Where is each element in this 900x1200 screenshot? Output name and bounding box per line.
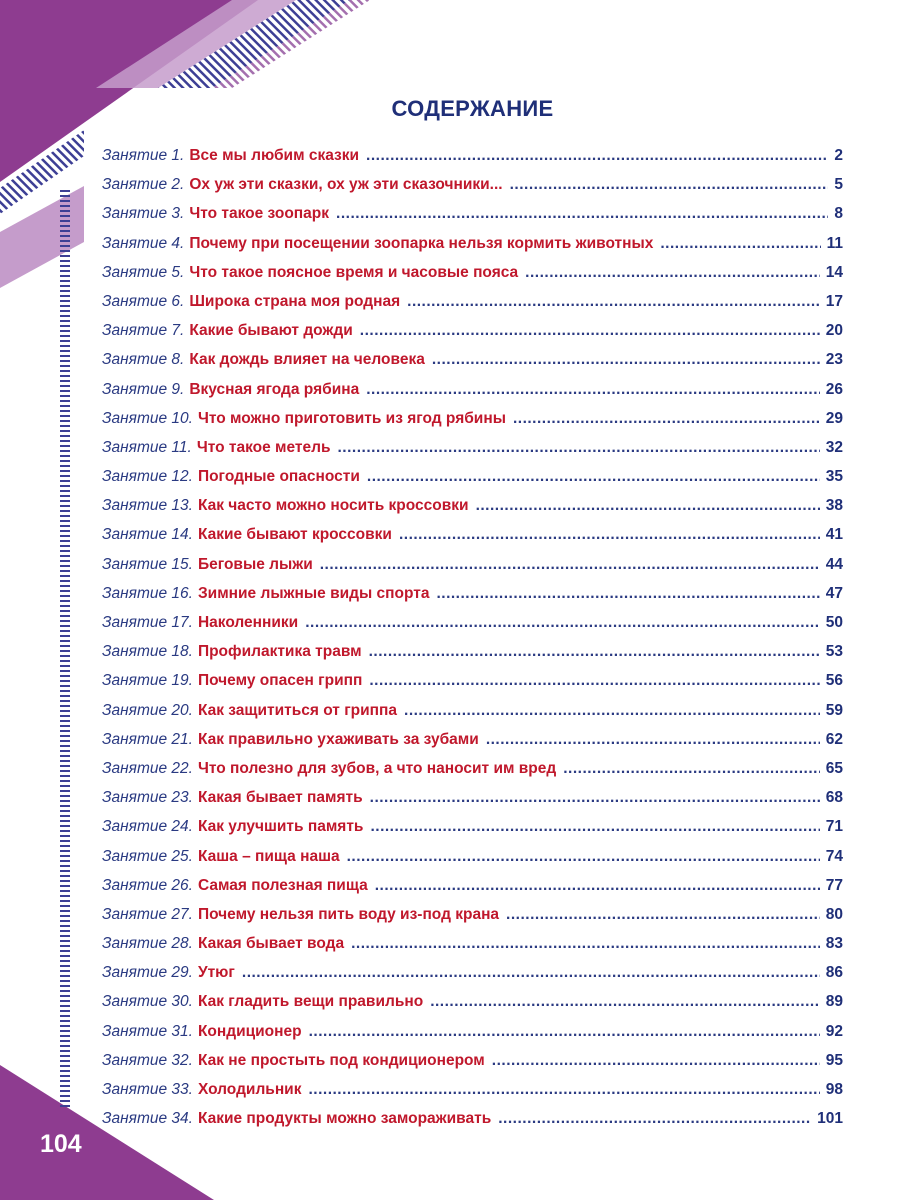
lesson-topic: Кондиционер [197,1022,302,1040]
page-ref: 2 [834,147,843,164]
toc-entry [102,842,843,871]
toc-title: СОДЕРЖАНИЕ [391,96,554,121]
lesson-topic: Как улучшить память [197,818,364,836]
toc-entry [102,1017,843,1046]
page-ref: 53 [825,643,843,661]
lesson-topic: Как часто можно носить кроссовки [197,497,469,515]
page-ref: 5 [834,176,843,194]
toc-entry [102,725,843,754]
page-ref: 50 [825,614,843,631]
lesson-number: Занятие 31. [102,1022,193,1040]
page-ref: 62 [825,730,843,748]
lesson-topic: Широка страна моя родная [189,292,401,310]
lesson-number: Занятие 25. [102,847,193,865]
lesson-topic: Какая бывает вода [197,935,345,953]
dot-leader [305,608,820,637]
page-ref: 92 [825,1022,843,1040]
lesson-number: Занятие 13. [102,497,193,515]
lesson-number: Занятие 33. [102,1081,193,1098]
dot-leader [506,900,820,929]
lesson-topic: Что полезно для зубов, а что наносит им вред [197,759,557,777]
dot-leader [370,812,819,841]
lesson-topic: Какие бывают дожди [189,322,353,340]
dot-leader [369,666,819,695]
page-ref: 32 [825,438,843,456]
lesson-topic: Почему опасен грипп [197,672,363,690]
lesson-topic: Как правильно ухаживать за зубами [197,730,479,748]
lesson-topic: Вкусная ягода рябина [189,380,360,398]
dot-leader [375,871,820,900]
lesson-topic: Беговые лыжи [197,555,313,573]
dot-leader [510,170,829,199]
dot-leader [436,579,819,608]
page-ref: 89 [825,993,843,1011]
dot-leader [525,258,820,287]
page-ref: 80 [825,905,843,923]
lesson-topic: Какая бывает память [197,789,363,807]
lesson-number: Занятие 19. [102,672,193,690]
lesson-number: Занятие 15. [102,555,193,573]
lesson-number: Занятие 22. [102,759,193,777]
page-ref: 74 [825,847,843,865]
toc-entry [102,404,843,433]
lesson-topic: Что такое зоопарк [189,205,330,223]
toc-entry [102,1046,843,1075]
toc-entry [102,900,843,929]
lesson-number: Занятие 29. [102,964,193,982]
lesson-number: Занятие 23. [102,789,193,807]
page-ref: 59 [825,701,843,719]
lesson-topic: Самая полезная пища [197,876,368,894]
toc-entry [102,871,843,900]
lesson-topic: Наколенники [197,614,299,631]
dot-leader [366,141,828,170]
toc-entry [102,783,843,812]
lesson-number: Занятие 32. [102,1051,193,1069]
lesson-number: Занятие 24. [102,818,193,836]
toc-entry [102,608,843,637]
dot-leader [407,287,820,316]
lesson-topic: Что такое поясное время и часовые пояса [189,263,519,281]
lesson-topic: Профилактика травм [197,643,362,661]
dot-leader [360,316,820,345]
lesson-number: Занятие 10. [102,409,193,427]
lesson-number: Занятие 26. [102,876,193,894]
toc-entry [102,316,843,345]
dot-leader [370,783,820,812]
lesson-number: Занятие 12. [102,468,193,486]
toc-entry [102,520,843,549]
lesson-topic: Как дождь влияет на человека [189,351,425,369]
toc-entry [102,345,843,374]
lesson-topic: Почему нельзя пить воду из-под крана [197,905,500,923]
lesson-topic: Какие продукты можно замораживать [197,1110,492,1128]
lesson-number: Занятие 20. [102,701,193,719]
lesson-number: Занятие 3. [102,205,185,223]
lesson-number: Занятие 17. [102,614,193,631]
lesson-number: Занятие 6. [102,292,185,310]
toc-entry [102,229,843,258]
toc-entry [102,812,843,841]
toc-entry [102,1075,843,1104]
dot-leader [513,404,820,433]
toc-entry [102,696,843,725]
toc-entry [102,637,843,666]
toc-entry [102,1104,843,1133]
dot-leader [432,345,820,374]
dot-leader [336,199,828,228]
dot-leader [476,491,820,520]
lesson-number: Занятие 1. [102,147,185,164]
lesson-topic: Все мы любим сказки [189,147,360,164]
lesson-number: Занятие 11. [102,438,192,456]
lesson-topic: Утюг [197,964,235,982]
page-ref: 86 [825,964,843,982]
lesson-topic: Ох уж эти сказки, ох уж эти сказочники... [189,176,503,194]
toc-entry [102,550,843,579]
decorative-ruler [60,190,70,1110]
dot-leader [369,637,820,666]
lesson-number: Занятие 9. [102,380,185,398]
page-ref: 101 [817,1110,843,1128]
page-ref: 68 [825,789,843,807]
page-ref: 38 [825,497,843,515]
toc-entry [102,433,843,462]
page-ref: 95 [825,1051,843,1069]
dot-leader [351,929,820,958]
page-ref: 47 [825,584,843,602]
lesson-topic: Как не простыть под кондиционером [197,1051,485,1069]
toc-entry [102,199,843,228]
lesson-topic: Как защититься от гриппа [197,701,398,719]
page-ref: 98 [825,1081,843,1098]
dot-leader [320,550,820,579]
page-ref: 41 [825,526,843,544]
toc-entry [102,579,843,608]
dot-leader [430,987,820,1016]
page-ref: 14 [825,263,843,281]
lesson-topic: Почему при посещении зоопарка нельзя кормить животных [189,234,654,252]
page-number: 104 [40,1130,82,1158]
toc-entry [102,287,843,316]
page-ref: 65 [825,759,843,777]
dot-leader [367,462,820,491]
lesson-topic: Что можно приготовить из ягод рябины [197,409,506,427]
lesson-topic: Зимние лыжные виды спорта [197,584,430,602]
toc-entry [102,754,843,783]
toc-entry [102,958,843,987]
toc-entry [102,491,843,520]
dot-leader [308,1075,819,1104]
lesson-number: Занятие 4. [102,234,185,252]
table-of-contents [102,141,843,1133]
lesson-number: Занятие 27. [102,905,193,923]
dot-leader [563,754,820,783]
dot-leader [309,1017,820,1046]
page-ref: 26 [825,380,843,398]
lesson-topic: Какие бывают кроссовки [197,526,392,544]
dot-leader [242,958,820,987]
lesson-number: Занятие 21. [102,730,193,748]
lesson-number: Занятие 30. [102,993,193,1011]
toc-entry [102,375,843,404]
dot-leader [498,1104,811,1133]
lesson-topic: Что такое метель [196,438,331,456]
lesson-number: Занятие 8. [102,351,185,369]
lesson-topic: Каша – пища наша [197,847,340,865]
lesson-number: Занятие 5. [102,263,185,281]
page-ref: 20 [825,322,843,340]
lesson-number: Занятие 28. [102,935,193,953]
page-ref: 8 [834,205,843,223]
page-ref: 56 [825,672,843,690]
toc-entry [102,462,843,491]
dot-leader [347,842,820,871]
dot-leader [660,229,820,258]
page-ref: 17 [825,292,843,310]
lesson-number: Занятие 18. [102,643,193,661]
lesson-number: Занятие 2. [102,176,185,194]
dot-leader [366,375,820,404]
page-ref: 83 [825,935,843,953]
page-ref: 77 [825,876,843,894]
lesson-topic: Как гладить вещи правильно [197,993,424,1011]
lesson-topic: Погодные опасности [197,468,360,486]
lesson-number: Занятие 7. [102,322,185,340]
dot-leader [486,725,820,754]
toc-entry [102,258,843,287]
page-ref: 11 [826,234,843,252]
lesson-number: Занятие 14. [102,526,193,544]
toc-entry [102,929,843,958]
page-ref: 23 [825,351,843,369]
toc-entry [102,666,843,695]
dot-leader [338,433,820,462]
toc-entry [102,987,843,1016]
page-ref: 35 [825,468,843,486]
page-ref: 71 [825,818,843,836]
toc-entry [102,170,843,199]
lesson-topic: Холодильник [197,1081,302,1098]
dot-leader [399,520,820,549]
toc-entry [102,141,843,170]
lesson-number: Занятие 34. [102,1110,193,1128]
lesson-number: Занятие 16. [102,584,193,602]
page-ref: 44 [825,555,843,573]
page-ref: 29 [825,409,843,427]
dot-leader [492,1046,820,1075]
dot-leader [404,696,820,725]
